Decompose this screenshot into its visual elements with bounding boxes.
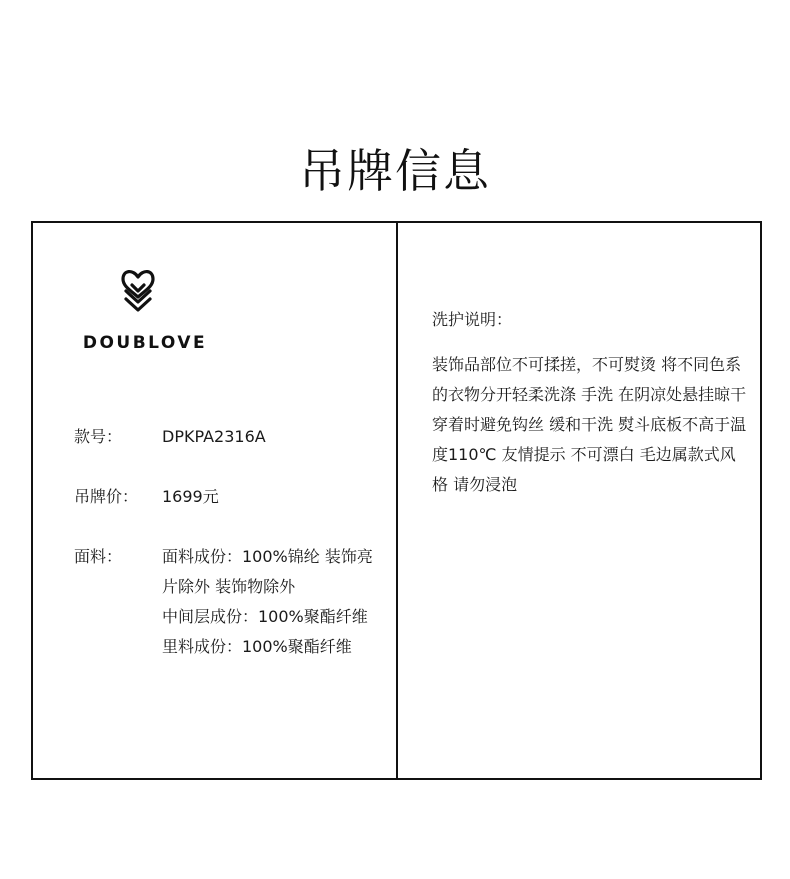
- hang-tag-table: [31, 221, 762, 780]
- style-number-label: 款号：: [74, 427, 123, 446]
- style-number-row: [74, 422, 382, 452]
- heart-logo-icon: [118, 267, 158, 317]
- fabric-row: [74, 542, 382, 662]
- fabric-line-lining: 里料成份：100%聚酯纤维: [162, 637, 352, 656]
- brand-name: DOUBLOVE: [82, 333, 208, 353]
- fabric-line-outer: 面料成份：100%锦纶 装饰亮片除外 装饰物除外: [162, 547, 373, 596]
- page-title: 吊牌信息: [299, 143, 491, 198]
- tag-price-value: 1699元: [162, 487, 219, 506]
- tag-price-label: 吊牌价：: [74, 487, 139, 506]
- fabric-label: 面料：: [74, 547, 123, 566]
- care-text: 装饰品部位不可揉搓，不可熨烫 将不同色系的衣物分开轻柔洗涤 手洗 在阴凉处悬挂晾干 穿着时避免钩丝 缓和干洗 熨斗底板不高于温度110℃ 友情提示 不可漂白 毛边属款式风格 请勿浸泡: [432, 355, 747, 494]
- tag-price-row: [74, 482, 382, 512]
- care-instructions-panel: [398, 223, 760, 778]
- brand-block: [33, 267, 243, 353]
- product-info-panel: [33, 223, 398, 778]
- fabric-details: [162, 542, 382, 662]
- care-title: 洗护说明：: [432, 310, 513, 329]
- style-number-value: DPKPA2316A: [162, 427, 266, 446]
- fabric-line-middle: 中间层成份：100%聚酯纤维: [162, 607, 368, 626]
